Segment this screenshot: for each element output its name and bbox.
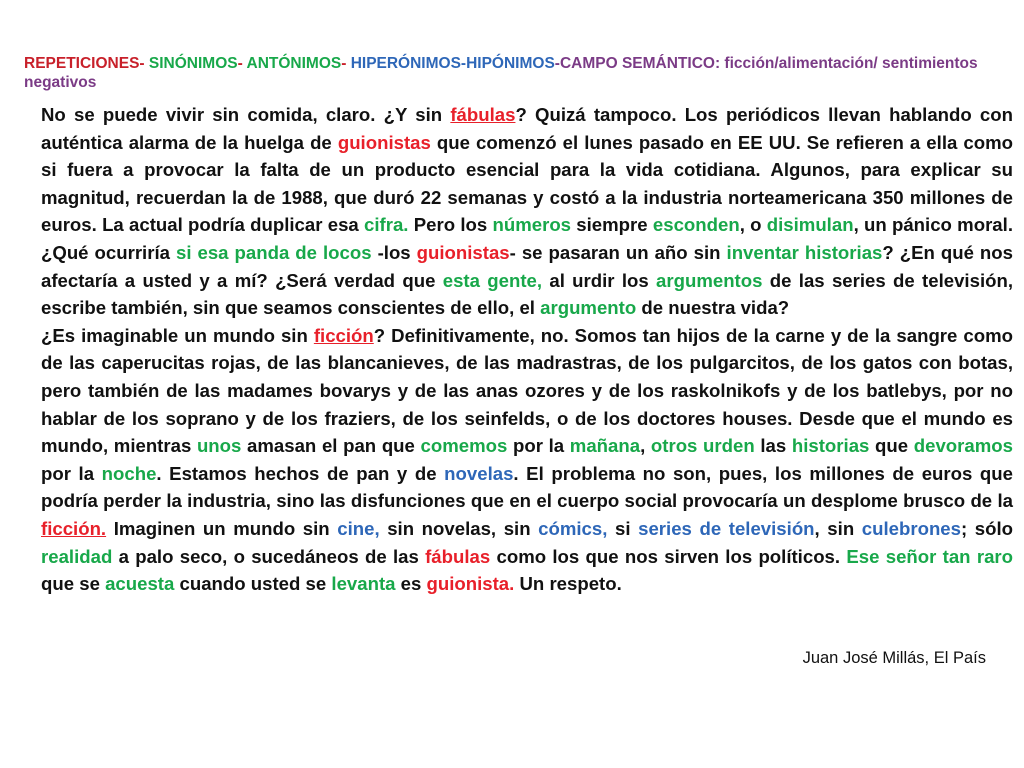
author-credit: Juan José Millás, El País [802,649,986,667]
text-run: las [754,435,792,457]
text-run: -los [371,241,417,263]
highlighted-word: levanta [331,573,396,595]
text-run: si [607,517,639,539]
text-run: Imaginen un mundo sin [106,517,338,539]
text-run: amasan el pan que [241,435,421,457]
paragraph-1 [41,101,1013,322]
highlighted-word: argumentos [656,269,763,291]
highlighted-word: mañana [569,435,641,457]
article-body [41,101,1013,598]
header-segment: SINÓNIMOS [148,55,238,72]
text-run: sin novelas, sin [379,517,539,539]
highlighted-word: novelas [444,462,514,484]
highlighted-word: esconden [652,214,740,236]
text-run: , o [739,214,767,236]
highlighted-word: unos [196,435,242,457]
highlighted-word: culebrones [861,517,961,539]
highlighted-word: ficción [313,324,374,346]
text-run: por la [507,435,570,457]
highlighted-word: cómics, [538,517,608,539]
text-run: por la [41,462,102,484]
highlighted-word: si esa panda de locos [175,241,372,263]
header-segment: - [139,55,149,72]
header-segment: HIPERÓNIMOS-HIPÓNIMOS [350,55,555,72]
highlighted-word: series de televisión [638,517,815,539]
highlighted-word: acuesta [105,573,175,595]
text-run: cuando usted se [174,573,332,595]
text-run: ¿Es imaginable un mundo sin [41,324,314,346]
paragraph-2 [41,322,1013,598]
highlighted-word: números [492,214,572,236]
highlighted-word: esta gente, [442,269,543,291]
text-run: que [869,435,914,457]
text-run: a palo seco, o sucedáneos de las [112,545,426,567]
header-title [24,54,1004,92]
text-run: de las series de televisión, escribe también, sin que seamos conscientes de ello, el [41,269,1013,319]
highlighted-word: argumento [540,297,637,319]
highlighted-word: realidad [41,545,113,567]
highlighted-word: cine, [337,517,380,539]
highlighted-word: comemos [420,435,508,457]
text-run: ? Quizá tampoco. Los periódicos llevan hablando con auténtica alarma de la huelga de [41,104,1013,153]
highlighted-word: guionista. [426,573,515,595]
text-run: que comenzó el lunes pasado en EE UU. Se refieren a ella como si fuera a provocar la falta de un producto esencial para la vida cotidiana. Algunos, para explicar su magnitud, recuerdan la de 1988, que duró 22 semanas y costó a la industria norteamericana 350 millones de euros. La actual podría duplicar esa [41,131,1013,236]
text-run: ? ¿En qué nos afectaría a usted y a mí? ¿Será verdad que [41,241,1013,291]
text-run: . Estamos hechos de pan y de [156,462,445,484]
highlighted-word: inventar historias [726,241,883,263]
highlighted-word: guionistas [337,131,431,153]
header-segment: - [341,55,351,72]
text-run: , [640,435,651,457]
highlighted-word: Ese señor tan raro [846,545,1014,567]
text-run: - se pasaran un año sin [509,241,727,263]
text-run: , un pánico moral. ¿Qué ocurriría [41,214,1013,263]
highlighted-word: ficción. [41,517,107,539]
header-segment: ANTÓNIMOS [246,55,342,72]
highlighted-word: devoramos [913,435,1013,457]
highlighted-word: fábulas [425,545,491,567]
text-run: al urdir los [542,269,657,291]
header-segment: - [237,55,247,72]
text-run: , sin [814,517,862,539]
text-run: como los que nos sirven los políticos. [490,545,847,567]
text-run: siempre [571,214,653,236]
highlighted-word: noche [101,462,157,484]
text-run: de nuestra vida? [636,297,790,319]
highlighted-word: historias [791,435,870,457]
text-run: es [395,573,427,595]
text-run: ? Definitivamente, no. Somos tan hijos de la carne y de la sangre como de las caperucitas rojas, de las blancanieves, de las madrastras, de los pulgarcitos, de los gatos con botas, pero también de las madames bovarys y de las anas ozores y de los raskolnikofs y de los batlebys, por no hablar de los soprano y de los fraziers, de los seinfelds, o de los doctores houses. Desde que el mundo es mundo, mientras [41,324,1013,457]
highlighted-word: cifra. [364,214,409,236]
text-run: ; sólo [960,517,1013,539]
highlighted-word: otros urden [650,435,755,457]
highlighted-word: fábulas [450,104,516,125]
text-run: No se puede vivir sin comida, claro. ¿Y sin [41,104,451,125]
text-run: . El problema no son, pues, los millones de euros que podría perder la industria, sino las disfunciones que en el cuerpo social provocaría un desplome brusco de la [41,462,1013,512]
text-run: Pero los [408,214,493,236]
text-run: que se [41,573,106,595]
text-run: Un respeto. [514,573,622,595]
highlighted-word: guionistas [416,241,510,263]
header-segment: -CAMPO SEMÁNTICO: ficción/alimentación/ sentimientos negativos [24,55,978,91]
highlighted-word: disimulan [766,214,854,236]
header-segment: REPETICIONES [24,55,140,72]
